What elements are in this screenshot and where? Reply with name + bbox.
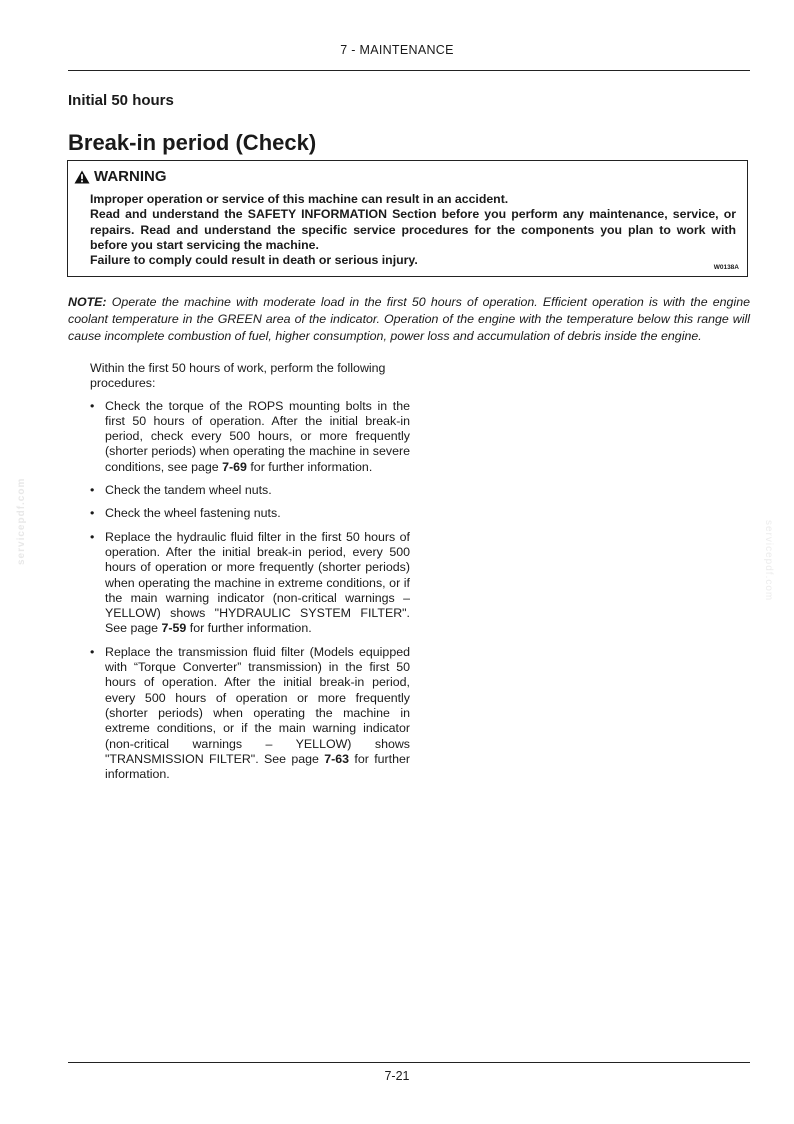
bullet-icon: • — [90, 483, 95, 498]
running-header: 7 - MAINTENANCE — [340, 43, 454, 57]
procedure-text: Check the wheel fastening nuts. — [105, 506, 281, 521]
procedure-column — [90, 361, 410, 790]
warning-label: WARNING — [94, 168, 167, 185]
procedure-text: Check the tandem wheel nuts. — [105, 483, 272, 498]
note-paragraph — [68, 294, 750, 346]
page-reference: 7-59 — [161, 621, 187, 636]
warning-code: W0138A — [713, 264, 739, 271]
bullet-icon: • — [90, 529, 95, 544]
procedure-text-end: for further information. — [186, 621, 312, 636]
procedure-text: Check the torque of the ROPS mounting bolts in the first 50 hours of operation. After the initial break-in period, check every 500 hours, or more frequently (shorter periods) when operating the machine in severe conditions, see page — [105, 398, 410, 474]
bullet-icon: • — [90, 644, 95, 659]
page-number: 7-21 — [384, 1069, 410, 1083]
warning-line: Improper operation or service of this machine can result in an accident. — [90, 192, 509, 206]
procedure-item — [90, 483, 410, 498]
footer-rule — [68, 1062, 750, 1063]
warning-header — [74, 168, 167, 185]
warning-text — [90, 192, 736, 268]
watermark-right: servicepdf.com — [763, 520, 774, 602]
interval-heading: Initial 50 hours — [68, 92, 174, 109]
bullet-icon: • — [90, 506, 95, 521]
procedure-intro: Within the first 50 hours of work, perform the following procedures: — [90, 361, 386, 391]
note-text: Operate the machine with moderate load in the first 50 hours of operation. Efficient operation is with the engine coolant temperature in the GREEN area of the indicator. Operation of the engine with the temperature below this range will cause incomplete combustion of fuel, higher consumption, power loss and accumulation of debris inside the engine. — [68, 295, 750, 344]
procedure-item — [90, 399, 410, 475]
procedure-item — [90, 506, 410, 521]
warning-box — [67, 160, 748, 277]
procedure-text: Replace the transmission fluid filter (Models equipped with “Torque Converter” transmission) in the first 50 hours of operation. After the initial break-in period, every 500 hours of operation or more frequently (shorter periods) when operating the machine in extreme conditions, or if the main warning indicator (non-critical warnings – YELLOW) shows "TRANSMISSION FILTER". See page — [105, 644, 410, 766]
watermark-left: servicepdf.com — [16, 477, 27, 565]
header-rule — [68, 70, 750, 71]
warning-triangle-icon — [74, 170, 90, 184]
warning-line: Read and understand the SAFETY INFORMATION Section before you perform any maintenance, service, or repairs. Read and understand the specific service procedures for the components you plan to work with before you start servicing the machine. — [90, 207, 736, 252]
section-title: Break-in period (Check) — [68, 130, 317, 155]
procedure-text: Replace the hydraulic fluid filter in the first 50 hours of operation. After the initial break-in period, every 500 hours of operation or more frequently (shorter periods) when operating the machine in extreme conditions, or if the main warning indicator (non-critical warnings – YELLOW) shows "HYDRAULIC SYSTEM FILTER". See page — [105, 529, 410, 636]
page-reference: 7-63 — [324, 751, 350, 766]
procedure-item — [90, 645, 410, 783]
procedure-text-end: for further information. — [105, 751, 411, 782]
note-label: NOTE: — [68, 295, 107, 309]
procedure-item — [90, 530, 410, 637]
bullet-icon: • — [90, 398, 95, 413]
warning-line: Failure to comply could result in death or serious injury. — [90, 253, 418, 268]
page-reference: 7-69 — [222, 459, 247, 474]
procedure-text-end: for further information. — [246, 459, 373, 474]
